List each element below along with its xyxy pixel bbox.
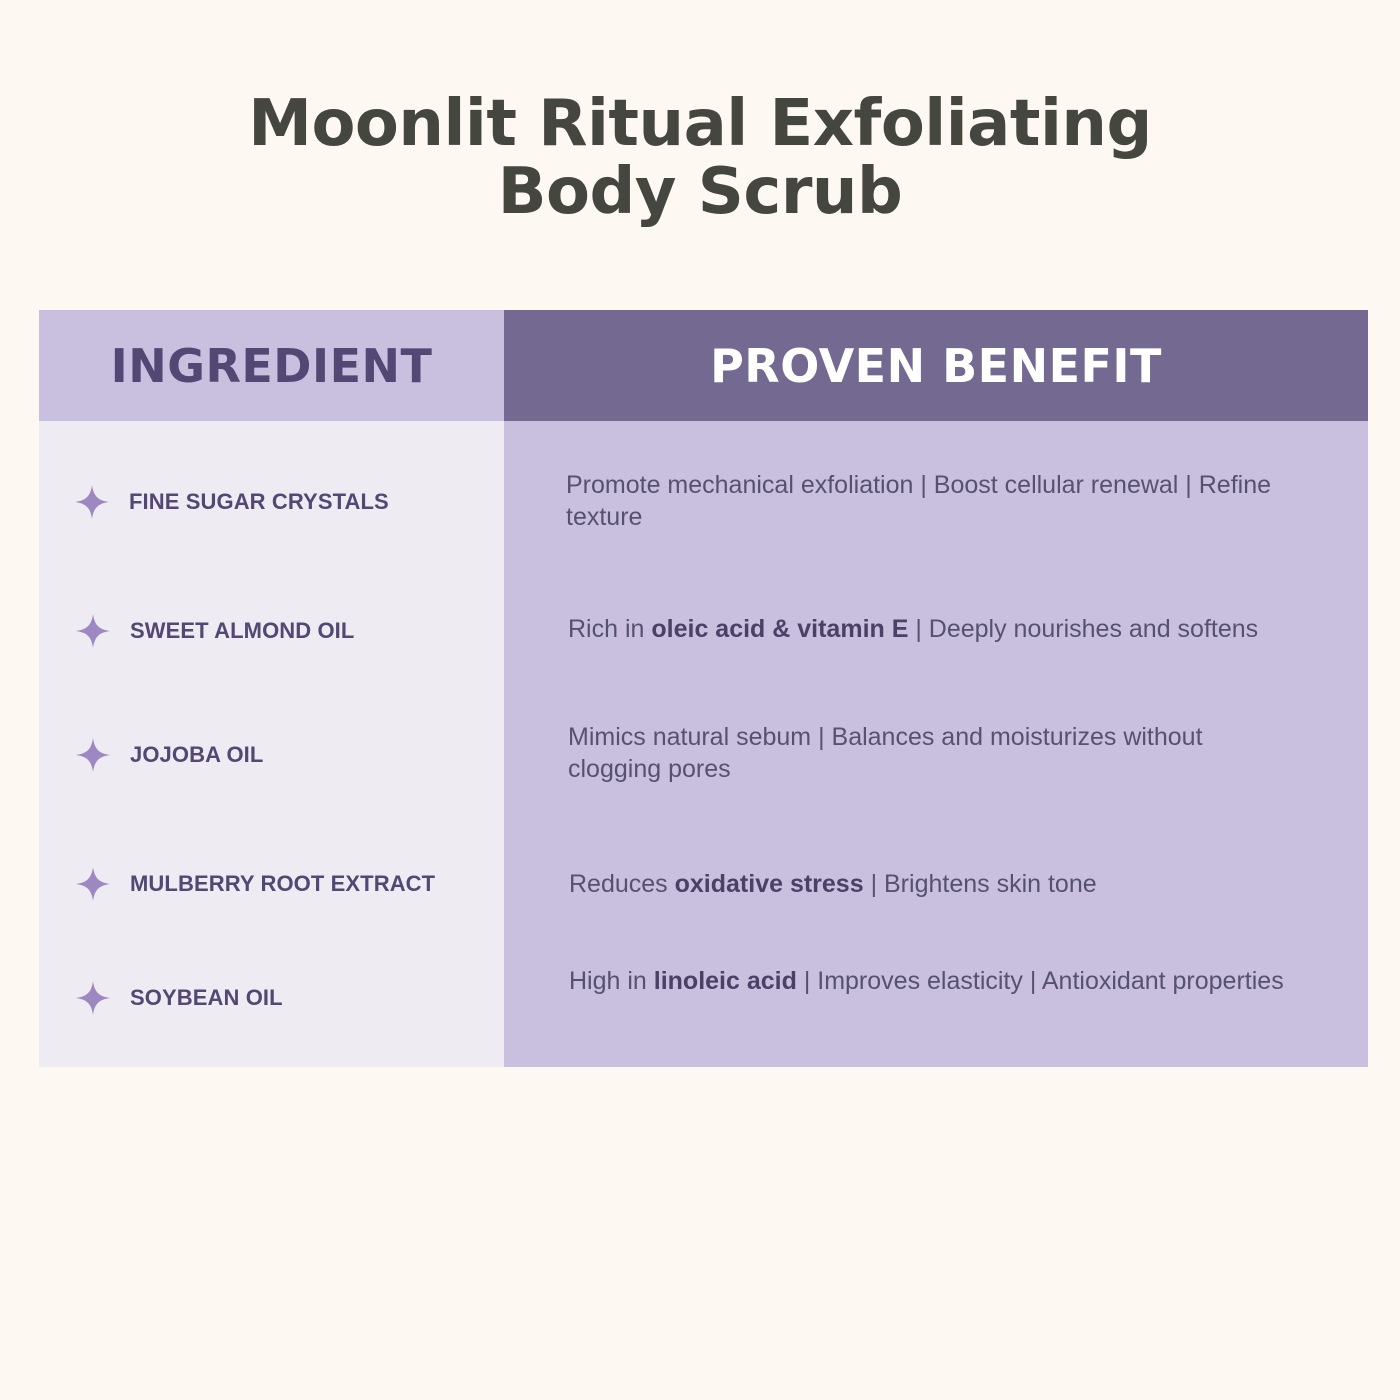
benefit-text-1: [566, 469, 1286, 533]
benefit-text-5: [569, 965, 1289, 997]
page-title: [0, 87, 1400, 229]
ingredient-row-3: [76, 738, 263, 772]
benefit-text-2: [568, 613, 1288, 645]
sparkle-star-icon: [76, 614, 110, 648]
benefit-highlight: oxidative stress: [674, 870, 864, 898]
benefit-segment: | Brightens skin tone: [863, 870, 1097, 898]
benefit-highlight: oleic acid & vitamin E: [651, 615, 909, 643]
sparkle-star-icon: [75, 485, 109, 519]
benefit-segment: Mimics natural sebum | Balances and moisturizes without clogging pores: [568, 723, 1203, 783]
benefit-text-4: [569, 868, 1289, 900]
ingredient-row-2: [76, 614, 354, 648]
ingredient-column: [39, 310, 504, 1067]
ingredient-name: SWEET ALMOND OIL: [130, 618, 355, 643]
ingredient-name: MULBERRY ROOT EXTRACT: [130, 871, 436, 896]
sparkle-star-icon: [76, 738, 110, 772]
title-line-2: Body Scrub: [497, 155, 903, 229]
ingredient-name: JOJOBA OIL: [130, 742, 264, 767]
benefit-header: PROVEN BENEFIT: [504, 310, 1368, 421]
ingredient-name: FINE SUGAR CRYSTALS: [129, 489, 389, 514]
ingredient-row-4: [76, 867, 435, 901]
ingredient-header: INGREDIENT: [39, 310, 504, 421]
ingredient-row-5: [76, 981, 283, 1015]
benefit-column: [504, 310, 1368, 1067]
benefit-segment: Reduces: [569, 870, 675, 898]
benefit-highlight: linoleic acid: [653, 967, 797, 995]
ingredient-benefit-table: [39, 310, 1368, 1067]
benefit-segment: Promote mechanical exfoliation | Boost cellular renewal | Refine texture: [566, 471, 1272, 531]
sparkle-star-icon: [76, 867, 110, 901]
benefit-segment: | Deeply nourishes and softens: [908, 615, 1259, 643]
title-line-1: Moonlit Ritual Exfoliating: [248, 87, 1152, 161]
benefit-text-3: [568, 721, 1288, 785]
benefit-segment: Rich in: [568, 615, 652, 643]
ingredient-name: SOYBEAN OIL: [130, 985, 283, 1010]
sparkle-star-icon: [76, 981, 110, 1015]
benefit-segment: High in: [569, 967, 654, 995]
benefit-segment: | Improves elasticity | Antioxidant properties: [796, 967, 1284, 995]
ingredient-row-1: [75, 485, 389, 519]
